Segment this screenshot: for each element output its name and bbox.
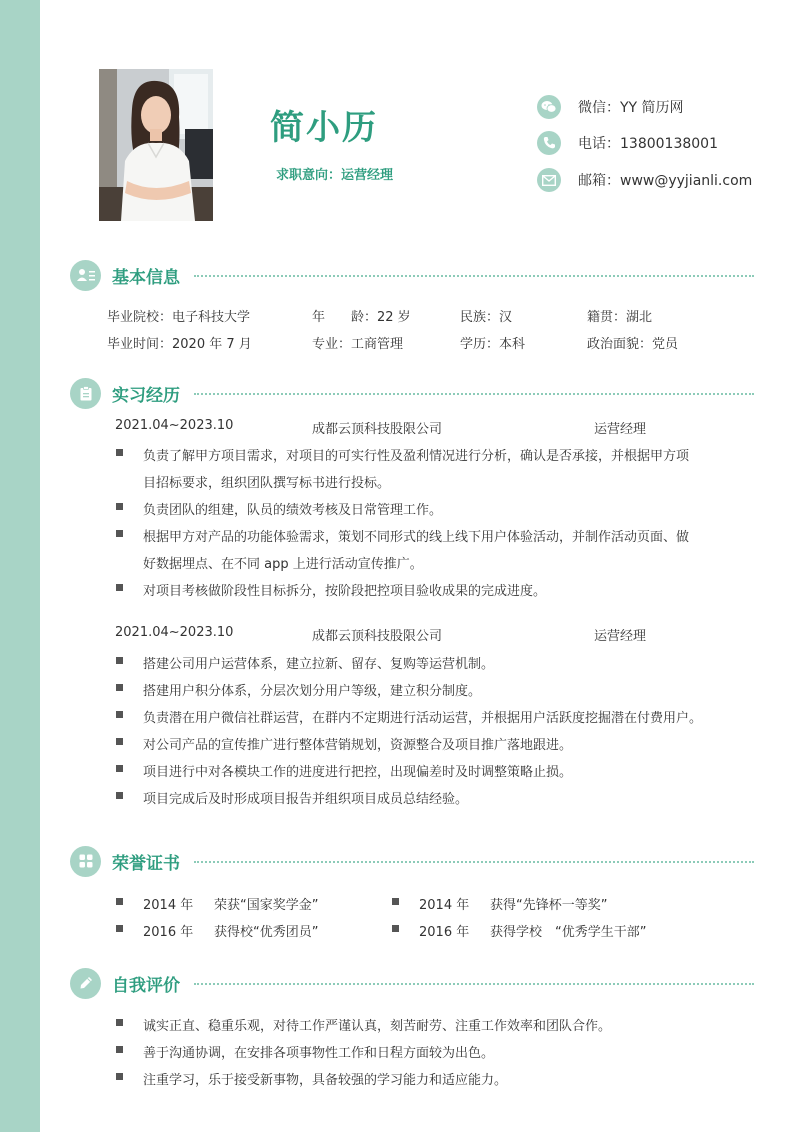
dotted-divider: [194, 393, 754, 395]
info-major: 专业：工商管理: [312, 337, 404, 352]
job-duty-line: 根据甲方对产品的功能体验需求，策划不同形式的线上线下用户体验活动，并制作活动页面、做: [143, 530, 690, 545]
candidate-name: 简小历: [270, 108, 378, 148]
dotted-divider: [194, 861, 754, 863]
job-intent: 求职意向：运营经理: [276, 168, 394, 183]
contact-wechat-text: 微信：YY 简历网: [578, 100, 684, 116]
job-duty-line: 负责潜在用户微信社群运营，在群内不定期进行活动运营，并根据用户活跃度挖掘潜在付费用户。: [143, 711, 703, 726]
job-duty-line: 负责团队的组建，队员的绩效考核及日常管理工作。: [143, 503, 443, 518]
section-internship: [70, 377, 754, 409]
job-duty-line: 对项目考核做阶段性目标拆分，按阶段把控项目验收成果的完成进度。: [143, 584, 547, 599]
job-duty-line: 项目进行中对各模块工作的进度进行把控，出现偏差时及时调整策略止损。: [143, 765, 573, 780]
bullet-marker: [116, 925, 123, 932]
honor-year: 2014 年: [419, 898, 470, 913]
section-title: 实习经历: [112, 385, 180, 406]
user-info-icon: [70, 260, 101, 291]
info-school: 毕业院校：电子科技大学: [107, 310, 251, 325]
bullet-marker: [116, 711, 123, 718]
contact-phone-text: 电话：13800138001: [578, 136, 718, 152]
job-duty-line: 项目完成后及时形成项目报告并组织项目成员总结经验。: [143, 792, 469, 807]
honor-desc: 荣获“国家奖学金”: [214, 898, 319, 913]
dotted-divider: [194, 275, 754, 277]
contact-mail: [537, 167, 767, 193]
job-role: 运营经理: [594, 629, 647, 644]
job-period: 2021.04~2023.10: [115, 418, 234, 433]
grid-icon: [70, 846, 101, 877]
evaluation-item: 善于沟通协调，在安排各项事物性工作和日程方面较为出色。: [143, 1046, 495, 1061]
honor-year: 2016 年: [143, 925, 194, 940]
info-political: 政治面貌：党员: [587, 337, 679, 352]
bullet-marker: [116, 898, 123, 905]
contact-mail-text: 邮箱：www@yyjianli.com: [578, 173, 753, 189]
job-period: 2021.04~2023.10: [115, 625, 234, 640]
info-grad-time: 毕业时间：2020 年 7 月: [107, 337, 252, 352]
bullet-marker: [116, 684, 123, 691]
job-duty-line: 搭建用户积分体系，分层次划分用户等级，建立积分制度。: [143, 684, 482, 699]
bullet-marker: [116, 530, 123, 537]
job-role: 运营经理: [594, 422, 647, 437]
bullet-marker: [116, 738, 123, 745]
evaluation-item: 注重学习，乐于接受新事物，具备较强的学习能力和适应能力。: [143, 1073, 508, 1088]
info-hometown: 籍贯：湖北: [587, 310, 653, 325]
side-color-band: [0, 0, 40, 1132]
honor-desc: 获得“先锋杯一等奖”: [490, 898, 608, 913]
bullet-marker: [116, 765, 123, 772]
job-duty-line: 目招标要求，组织团队撰写标书进行投标。: [143, 476, 391, 491]
bullet-marker: [116, 792, 123, 799]
honor-year: 2014 年: [143, 898, 194, 913]
phone-icon: [537, 131, 561, 155]
honor-year: 2016 年: [419, 925, 470, 940]
bullet-marker: [116, 503, 123, 510]
mail-icon: [537, 168, 561, 192]
honor-desc: 获得学校 “优秀学生干部”: [490, 925, 647, 940]
section-honors: [70, 845, 754, 877]
contact-wechat: [537, 94, 767, 120]
info-degree: 学历：本科: [460, 337, 526, 352]
profile-photo: [99, 69, 213, 221]
bullet-marker: [116, 449, 123, 456]
bullet-marker: [392, 898, 399, 905]
section-title: 自我评价: [112, 975, 180, 996]
contact-phone: [537, 130, 767, 156]
bullet-marker: [116, 1073, 123, 1080]
info-age: 年 龄：22 岁: [312, 310, 411, 325]
info-ethnicity: 民族：汉: [460, 310, 513, 325]
bullet-marker: [116, 1046, 123, 1053]
bullet-marker: [392, 925, 399, 932]
bullet-marker: [116, 1019, 123, 1026]
job-company: 成都云顶科技股限公司: [312, 629, 443, 644]
dotted-divider: [194, 983, 754, 985]
job-duty-line: 搭建公司用户运营体系，建立拉新、留存、复购等运营机制。: [143, 657, 495, 672]
section-title: 基本信息: [112, 267, 180, 288]
job-duty-line: 好数据埋点、在不同 app 上进行活动宣传推广。: [143, 557, 423, 572]
section-title: 荣誉证书: [112, 853, 180, 874]
evaluation-item: 诚实正直、稳重乐观，对待工作严谨认真，刻苦耐劳、注重工作效率和团队合作。: [143, 1019, 612, 1034]
job-duty-line: 负责了解甲方项目需求，对项目的可实行性及盈利情况进行分析，确认是否承接，并根据甲方项: [143, 449, 690, 464]
bullet-marker: [116, 584, 123, 591]
briefcase-icon: [70, 378, 101, 409]
job-duty-line: 对公司产品的宣传推广进行整体营销规划，资源整合及项目推广落地跟进。: [143, 738, 573, 753]
job-company: 成都云顶科技股限公司: [312, 422, 443, 437]
section-self-evaluation: [70, 967, 754, 999]
pen-icon: [70, 968, 101, 999]
honor-desc: 获得校“优秀团员”: [214, 925, 319, 940]
section-basic-info: [70, 259, 754, 291]
bullet-marker: [116, 657, 123, 664]
wechat-icon: [537, 95, 561, 119]
